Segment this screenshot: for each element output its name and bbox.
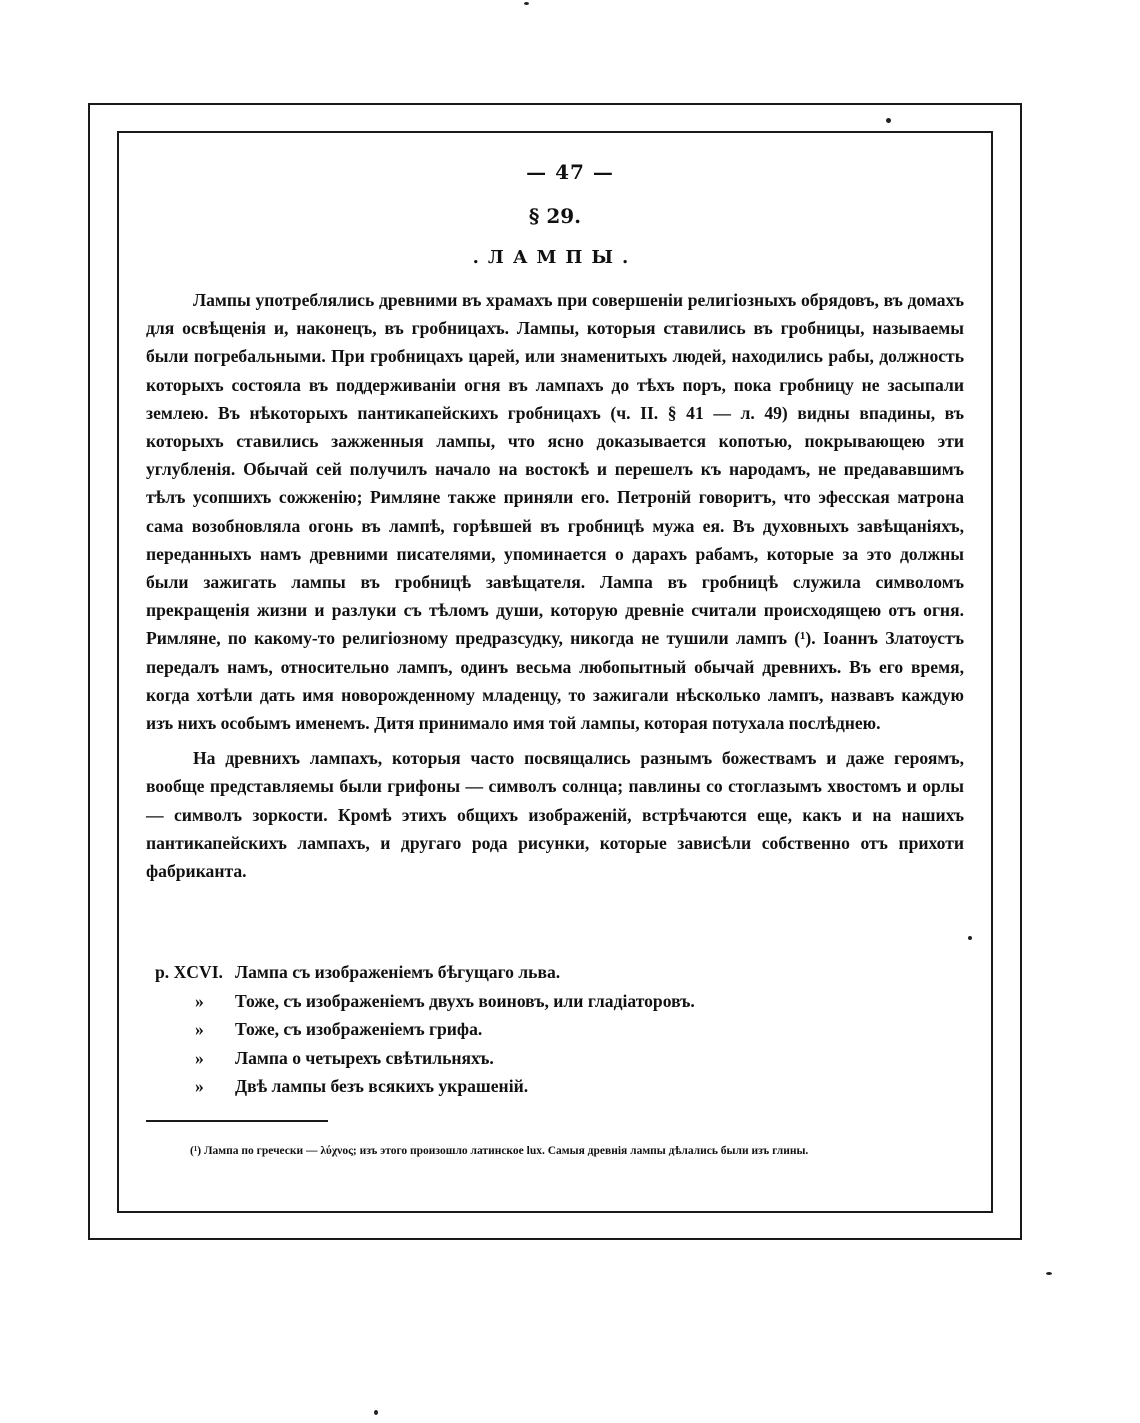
ditto-mark: » [195, 1076, 204, 1097]
plate-item [155, 1044, 955, 1073]
scan-speck [886, 118, 891, 123]
plate-item [155, 958, 955, 987]
scan-speck [374, 1410, 378, 1415]
page-number: — 47 — [526, 160, 614, 184]
scan-speck [1046, 1272, 1052, 1275]
paragraph-1: Лампы употреблялись древними въ храмахъ при совершеніи религіозныхъ обрядовъ, въ домахъ для освѣщенія и, наконецъ, въ гробницахъ. Лампы, которыя ставились въ гробницы, называемы были погребальными. При гробницахъ царей, или знаменитыхъ людей, находились рабы, должность которыхъ состояла въ поддерживаніи огня въ лампахъ до тѣхъ поръ, пока гробницу не засыпали землею. Въ нѣкоторыхъ пантикапейскихъ гробницахъ (ч. II. § 41 — л. 49) видны впадины, въ которыхъ ставились зажженныя лампы, что ясно доказывается копотью, покрывающею эти углубленія. Обычай сей получилъ начало на востокѣ и перешелъ къ народамъ, не предававшимъ тѣлъ усопшихъ сожженію; Римляне также приняли его. Петроній говоритъ, что эфесская матрона сама возобновляла огонь въ лампѣ, горѣвшей въ гробницѣ мужа ея. Въ духовныхъ завѣщаніяхъ, переданныхъ намъ древними писателями, упоминается о дарахъ рабамъ, которые за это должны были зажигать лампы въ гробницѣ завѣщателя. Лампа въ гробницѣ служила символомъ прекращенія жизни и разлуки съ тѣломъ души, которую древніе считали происходящею отъ огня. Римляне, по какому-то религіозному предразсудку, никогда не тушили лампъ (¹). Іоаннъ Златоустъ передалъ намъ, относительно лампъ, одинъ весьма любопытный обычай древнихъ. Въ его время, когда хотѣли дать имя новорожденному младенцу, то зажигали нѣсколько лампъ, назвавъ каждую изъ нихъ особымъ именемъ. Дитя принимало имя той лампы, которая потухала послѣднею. [146, 290, 964, 734]
plate-item [155, 987, 955, 1016]
scan-speck [968, 936, 972, 940]
plate-list [155, 958, 955, 1101]
plate-caption: Тоже, съ изображеніемъ двухъ воиновъ, или гладіаторовъ. [235, 990, 695, 1011]
plate-item [155, 1015, 955, 1044]
plate-caption: Тоже, съ изображеніемъ грифа. [235, 1019, 483, 1040]
section-number: § 29. [528, 204, 582, 228]
plate-item [155, 1072, 955, 1101]
ditto-mark: » [195, 1019, 204, 1040]
body-text [146, 286, 964, 892]
plate-caption: Лампа о четырехъ свѣтильняхъ. [235, 1047, 494, 1068]
chapter-heading: .ЛАМПЫ. [472, 247, 638, 268]
plate-caption: Двѣ лампы безъ всякихъ украшеній. [235, 1076, 529, 1097]
paragraph-2: На древнихъ лампахъ, которыя часто посвящались разнымъ божествамъ и даже героямъ, вообще представляемы были грифоны — символъ солнца; павлины со стоглазымъ хвостомъ и орлы — символъ зоркости. Кромѣ этихъ общихъ изображеній, встрѣчаются еще, какъ и на нашихъ пантикапейскихъ лампахъ, и другаго рода рисунки, которые зависѣли собственно отъ прихоти фабриканта. [146, 748, 964, 882]
plate-caption: Лампа съ изображеніемъ бѣгущаго льва. [235, 962, 561, 982]
ditto-mark: » [195, 990, 204, 1011]
ditto-mark: » [195, 1047, 204, 1068]
plate-reference: р. XCVI. [155, 962, 223, 982]
scan-speck [524, 2, 529, 5]
footnote: (¹) Лампа по гречески — λύχνος; изъ этого произошло латинское lux. Самыя древнія лампы дѣлались были изъ глины. [190, 1145, 809, 1157]
footnote-rule [146, 1120, 328, 1122]
